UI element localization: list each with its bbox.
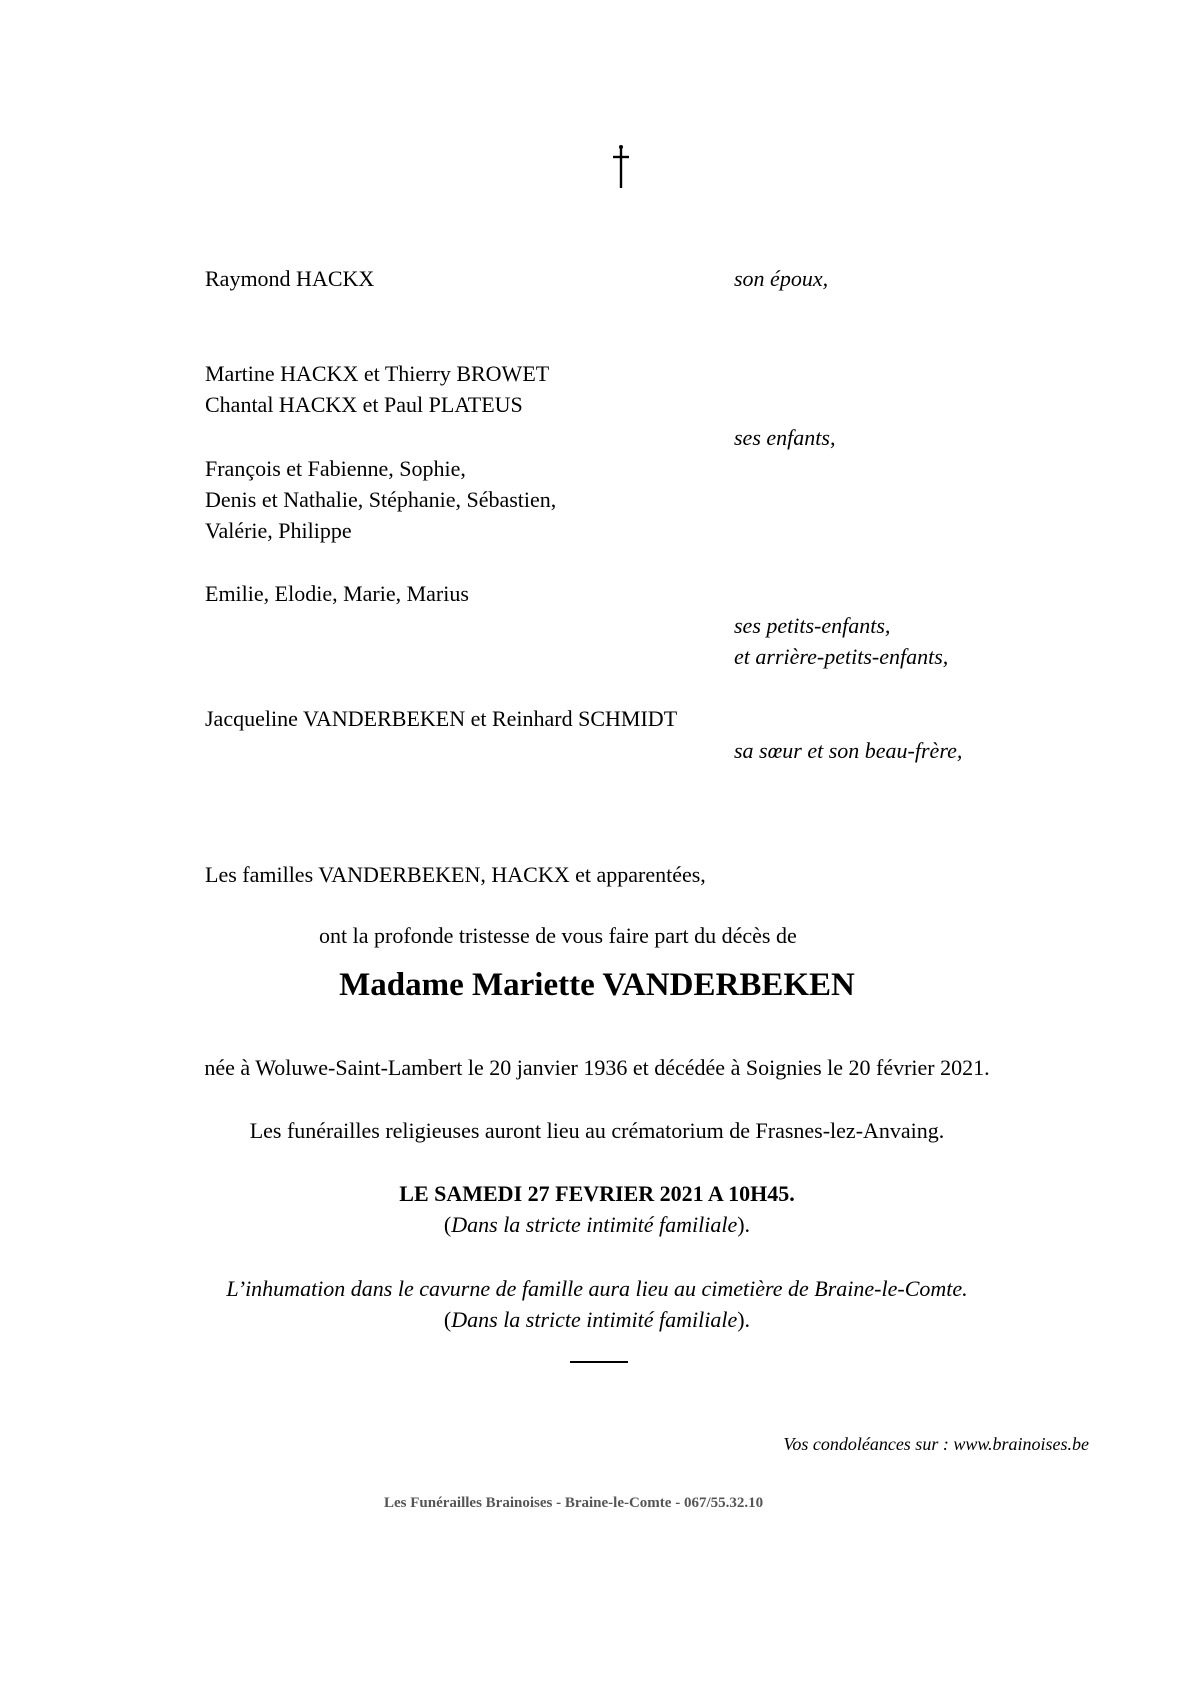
relation-great-grandchildren: et arrière-petits-enfants, — [734, 644, 949, 669]
funeral-line: Les funérailles religieuses auront lieu au crématorium de Frasnes-lez-Anvaing. — [249, 1118, 945, 1143]
intimacy-note-2: (Dans la stricte intimité familiale). — [443, 1307, 751, 1332]
family-name-grandchildren-2: Denis et Nathalie, Stéphanie, Sébastien, — [205, 487, 557, 512]
family-name-spouse: Raymond HACKX — [205, 266, 375, 291]
deceased-name: Madame Mariette VANDERBEKEN — [339, 967, 855, 1003]
relation-children: ses enfants, — [734, 425, 836, 450]
funeral-home-footer: Les Funérailles Brainoises - Braine-le-Comte - 067/55.32.10 — [384, 1495, 764, 1511]
announcement-intro: ont la profonde tristesse de vous faire part du décès de — [319, 923, 797, 948]
families-line: Les familles VANDERBEKEN, HACKX et apparentées, — [205, 862, 706, 887]
family-name-grandchildren-1: François et Fabienne, Sophie, — [205, 456, 466, 481]
relation-sister: sa sœur et son beau-frère, — [734, 738, 963, 763]
intimacy-note-1: (Dans la stricte intimité familiale). — [443, 1212, 751, 1237]
cross-icon — [612, 144, 630, 190]
funeral-date: LE SAMEDI 27 FEVRIER 2021 A 10H45. — [399, 1181, 795, 1206]
family-name-great-grandchildren: Emilie, Elodie, Marie, Marius — [205, 581, 469, 606]
family-name-grandchildren-3: Valérie, Philippe — [205, 518, 352, 543]
relation-spouse: son époux, — [734, 266, 829, 291]
birth-death-line: née à Woluwe-Saint-Lambert le 20 janvier 1936 et décédée à Soignies le 20 février 2021. — [204, 1055, 990, 1080]
family-name-child-2: Chantal HACKX et Paul PLATEUS — [205, 392, 523, 417]
inhumation-line: L’inhumation dans le cavurne de famille aura lieu au cimetière de Braine-le-Comte. — [226, 1276, 968, 1301]
divider-rule — [570, 1361, 628, 1363]
family-name-sister: Jacqueline VANDERBEKEN et Reinhard SCHMIDT — [205, 706, 678, 731]
relation-grandchildren: ses petits-enfants, — [734, 613, 891, 638]
family-name-child-1: Martine HACKX et Thierry BROWET — [205, 361, 550, 386]
condolences-link[interactable]: Vos condoléances sur : www.brainoises.be — [783, 1434, 1089, 1454]
